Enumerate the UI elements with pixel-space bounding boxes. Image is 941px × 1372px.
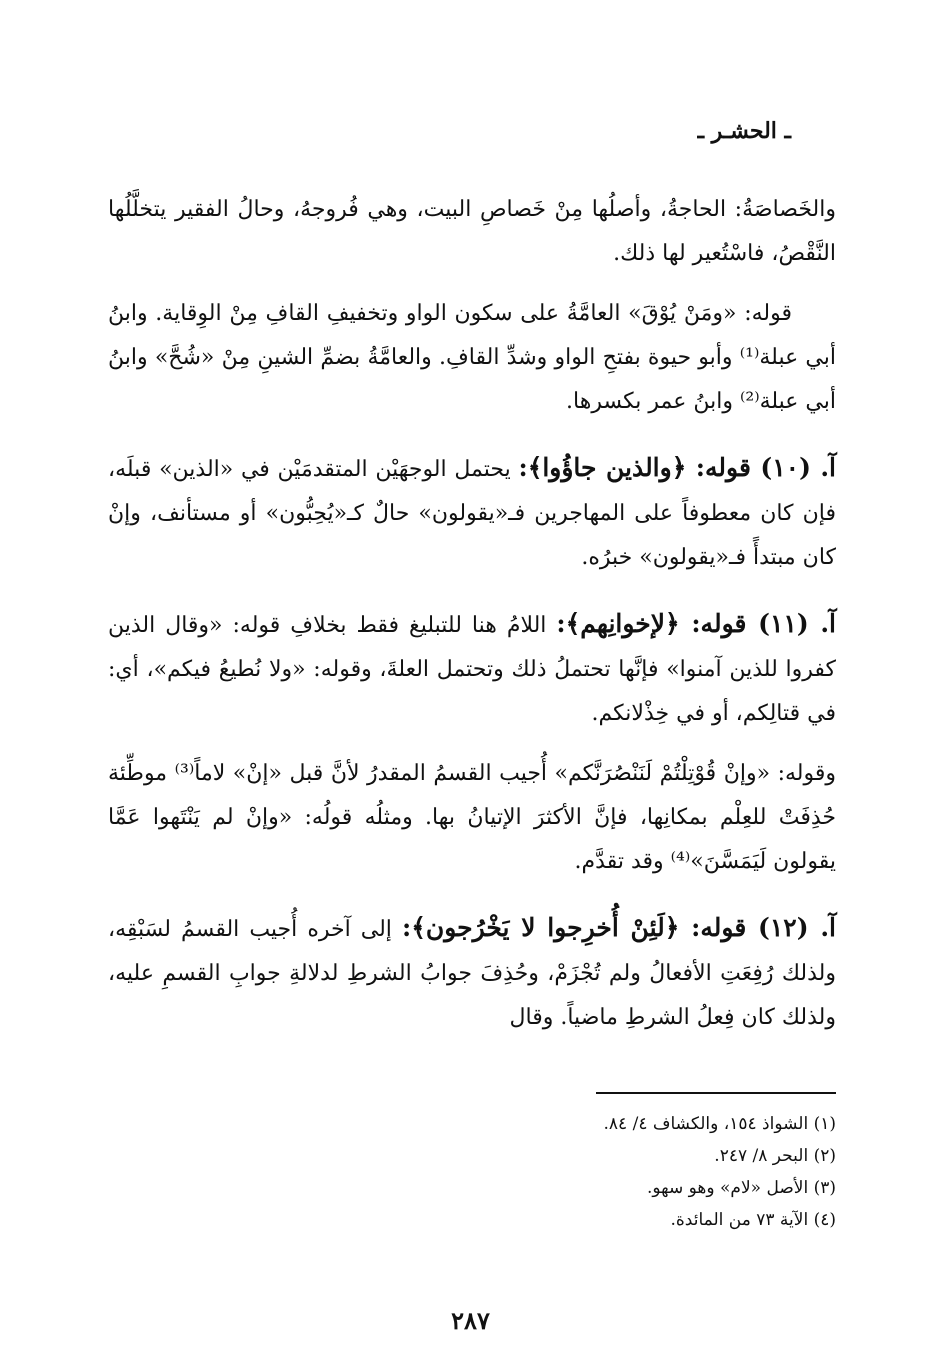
verse-12-text: إلى آخره أُجيب القسمُ لسَبْقِه، ولذلك رُفِعَتِ الأفعالُ ولم تُجْزَمْ، وحُذِفَ جوابُ الشرطِ لدلالةِ جوابِ القسمِ عليه، ولذلك كان فِعلُ الشرطِ ماضياً. وقال: [108, 917, 836, 1030]
paragraph-5-text: وقوله: «وإنْ قُوْتِلْتُمْ لَنَنْصُرَنَّكم» أُجيب القسمُ المقدرُ لأنَّ قبل «إنْ» لاماً⁽³⁾ موطِّئة حُذِفَتْ للعِلْم بمكانِها، فإنَّ الأكثرَ الإتيانُ بها. ومثلُه قولُه: «وإنْ لم يَنْتَهوا عَمَّا يقولون لَيَمَسَّنَ»⁽⁴⁾ وقد تقدَّم.: [108, 761, 836, 874]
running-header: ـ الحشـر ـ: [697, 118, 791, 144]
main-text: [108, 188, 836, 1056]
page-number: ٢٨٧: [451, 1306, 490, 1335]
verse-11-text: اللامُ هنا للتبليغ فقط بخلافِ قوله: «وقال الذين كفروا للذين آمنوا» فإنَّها تحتملُ ذلك وتحتمل العلةَ، وقوله: «ولا نُطيعُ فيكم»، أي: في قتالِكم، أو في خِذْلانكم.: [108, 613, 836, 726]
paragraph-1-text: والخَصاصَةُ: الحاجةُ، وأصلُها مِنْ خَصاصِ البيت، وهي فُروجهُ، وحالُ الفقير يتخلَّلُها النَّقْصُ، فاسْتُعير لها ذلك.: [108, 197, 836, 266]
paragraph-1: [108, 188, 836, 276]
paragraph-verse-11: [108, 602, 836, 736]
verse-11-lead: آ. (١١) قوله: ﴿لإخوانِهم﴾:: [556, 609, 837, 638]
footnote-divider: [596, 1092, 836, 1094]
paragraph-verse-12: [108, 906, 836, 1040]
paragraph-2: [108, 292, 836, 424]
verse-12-lead: آ. (١٢) قوله: ﴿لَئِنْ أُخرِجوا لا يَخْرُجون﴾:: [401, 913, 836, 942]
verse-10-lead: آ. (١٠) قوله: ﴿والذين جاؤُوا﴾:: [518, 453, 836, 482]
footnote-2: (٢) البحر ٨/ ٢٤٧.: [714, 1146, 836, 1166]
footnote-1: (١) الشواذ ١٥٤، والكشاف ٤/ ٨٤.: [603, 1114, 836, 1134]
paragraph-2-text: قوله: «ومَنْ يُوْقَ» العامَّةُ على سكون الواو وتخفيفِ القافِ مِنْ الوِقاية. وابنُ أبي عبلة⁽¹⁾ وأبو حيوة بفتحِ الواو وشدِّ القافِ. والعامَّةُ بضمِّ الشينِ مِنْ «شُحَّ» وابنُ أبي عبلة⁽²⁾ وابنُ عمر بكسرها.: [108, 301, 837, 414]
verse-10-text: يحتمل الوجهَيْن المتقدمَيْن في «الذين» قبلَه، فإن كان معطوفاً على المهاجرين فـ«يقولون» حالٌ كـ«يُحِبُّون» أو مستأنف، وإنْ كان مبتدأً فـ«يقولون» خبرُه.: [108, 457, 836, 570]
footnote-3: (٣) الأصل «لام» وهو سهو.: [646, 1178, 836, 1198]
footnotes: [108, 1108, 836, 1236]
footnote-4: (٤) الآية ٧٣ من المائدة.: [670, 1210, 836, 1230]
paragraph-verse-10: [108, 446, 836, 580]
paragraph-5: [108, 752, 836, 884]
